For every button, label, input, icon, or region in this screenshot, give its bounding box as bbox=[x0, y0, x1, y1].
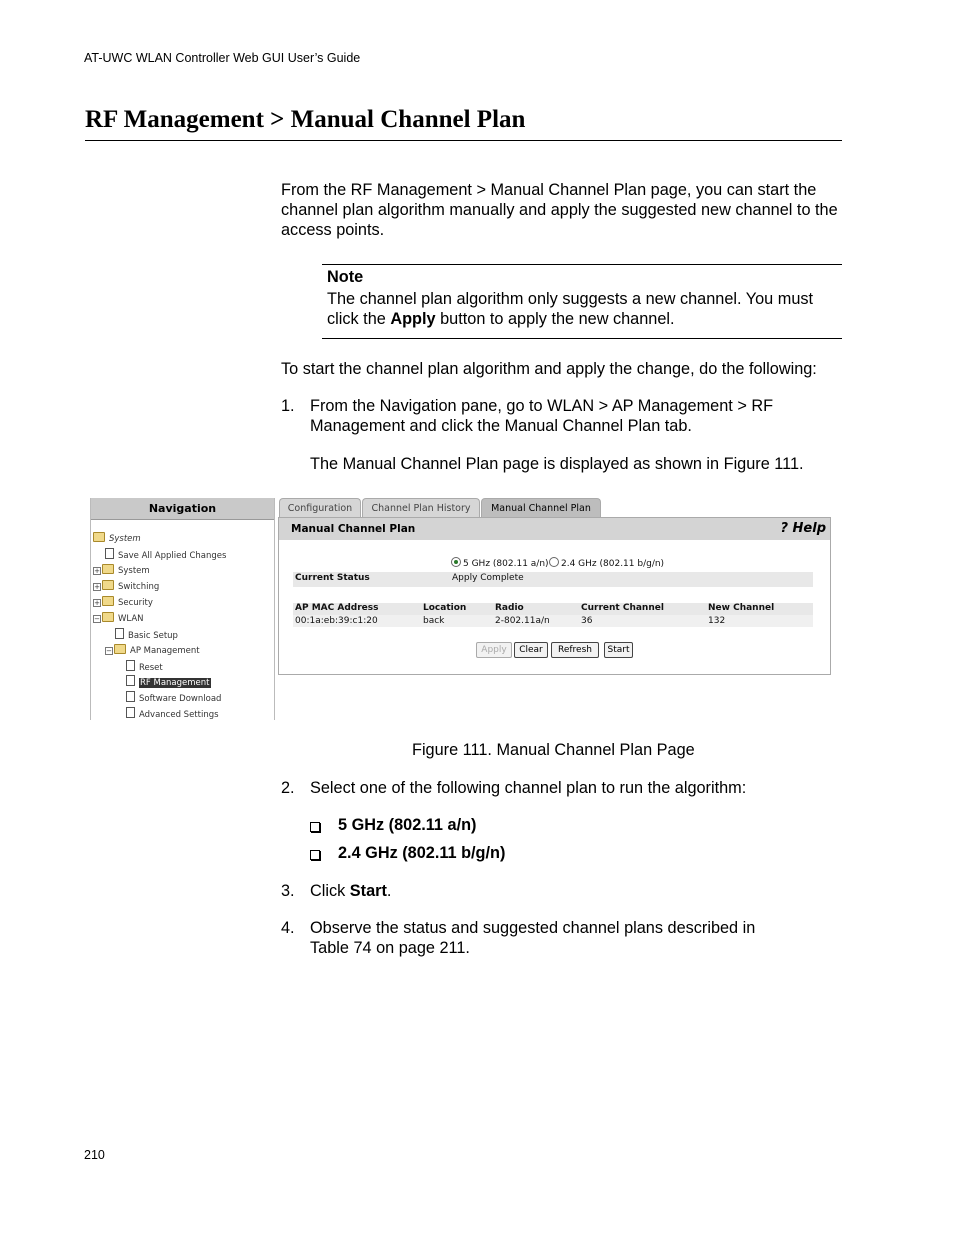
running-header: AT-UWC WLAN Controller Web GUI User’s Guide bbox=[84, 51, 361, 65]
panel-header bbox=[279, 518, 830, 540]
document-icon bbox=[126, 675, 135, 686]
folder-icon bbox=[102, 564, 114, 574]
tab-manual-channel-plan[interactable]: Manual Channel Plan bbox=[481, 498, 601, 518]
radio-selected-icon bbox=[451, 557, 461, 567]
nav-item-software-download[interactable]: Software Download bbox=[126, 691, 221, 705]
radio-24ghz[interactable]: 2.4 GHz (802.11 b/g/n) bbox=[549, 557, 664, 569]
step-number: 2. bbox=[281, 779, 295, 797]
cell-radio: 2-802.11a/n bbox=[495, 616, 550, 626]
title-rule bbox=[85, 140, 842, 141]
nav-item-root-system[interactable]: System bbox=[93, 532, 141, 545]
radio-unselected-icon bbox=[549, 557, 559, 567]
step-followup: The Manual Channel Plan page is displayed as shown in Figure 111. bbox=[310, 455, 804, 473]
nav-item-advanced-settings[interactable]: Advanced Settings bbox=[126, 707, 219, 721]
document-icon bbox=[105, 548, 114, 559]
col-new-channel: New Channel bbox=[708, 603, 775, 613]
start-button[interactable]: Start bbox=[604, 642, 633, 658]
step-number: 4. bbox=[281, 919, 295, 937]
folder-icon bbox=[93, 532, 105, 542]
lead-paragraph: To start the channel plan algorithm and apply the change, do the following: bbox=[281, 360, 817, 378]
cell-location: back bbox=[423, 616, 445, 626]
folder-icon bbox=[102, 596, 114, 606]
radio-5ghz[interactable]: 5 GHz (802.11 a/n) bbox=[451, 557, 549, 569]
help-link[interactable]: ? Help bbox=[780, 521, 826, 536]
nav-item-save-all[interactable]: Save All Applied Changes bbox=[105, 548, 226, 562]
col-location: Location bbox=[423, 603, 467, 613]
status-row bbox=[293, 572, 813, 587]
folder-open-icon bbox=[102, 612, 114, 622]
note-bold-apply: Apply bbox=[390, 310, 436, 328]
refresh-button[interactable]: Refresh bbox=[551, 642, 599, 658]
status-label: Current Status bbox=[295, 573, 370, 583]
checkbox-bullet-icon bbox=[310, 850, 320, 860]
minus-icon: − bbox=[106, 647, 112, 655]
cell-current-channel: 36 bbox=[581, 616, 593, 626]
checkbox-bullet-icon bbox=[310, 822, 320, 832]
step-number: 1. bbox=[281, 397, 295, 415]
nav-item-reset[interactable]: Reset bbox=[126, 660, 163, 674]
nav-item-basic-setup[interactable]: Basic Setup bbox=[115, 628, 178, 642]
page-number: 210 bbox=[84, 1148, 105, 1162]
plus-icon: + bbox=[94, 567, 100, 575]
step-bold-start: Start bbox=[349, 882, 387, 900]
nav-item-switching[interactable]: + Switching bbox=[94, 582, 160, 592]
tab-channel-plan-history[interactable]: Channel Plan History bbox=[362, 498, 480, 518]
step-text: From the Navigation pane, go to WLAN > AP Management > RF Management and click the Manual Channel Plan tab. bbox=[310, 397, 774, 435]
col-current-channel: Current Channel bbox=[581, 603, 664, 613]
folder-icon bbox=[102, 580, 114, 590]
plus-icon: + bbox=[94, 583, 100, 591]
step-number: 3. bbox=[281, 882, 295, 900]
folder-open-icon bbox=[114, 644, 126, 654]
document-icon bbox=[126, 691, 135, 702]
step-text: Select one of the following channel plan to run the algorithm: bbox=[310, 779, 747, 797]
note-bottom-rule bbox=[322, 338, 842, 339]
document-icon bbox=[126, 707, 135, 718]
cell-new-channel: 132 bbox=[708, 616, 726, 626]
plus-icon: + bbox=[94, 599, 100, 607]
document-icon bbox=[115, 628, 124, 639]
minus-icon: − bbox=[94, 615, 100, 623]
step-text: Click Start. bbox=[310, 882, 392, 900]
note-label: Note bbox=[327, 268, 364, 286]
clear-button[interactable]: Clear bbox=[514, 642, 548, 658]
intro-paragraph: From the RF Management > Manual Channel Plan page, you can start the channel plan algorithm manually and apply the suggested new channel to the access points. bbox=[281, 181, 838, 239]
tab-configuration[interactable]: Configuration bbox=[279, 498, 361, 518]
cell-ap-mac: 00:1a:eb:39:c1:20 bbox=[295, 616, 378, 626]
col-ap-mac: AP MAC Address bbox=[295, 603, 379, 613]
panel-title: Manual Channel Plan bbox=[291, 523, 416, 535]
bullet-5ghz: 5 GHz (802.11 a/n) bbox=[338, 816, 477, 834]
step-text: Observe the status and suggested channel plans described in Table 74 on page 211. bbox=[310, 919, 756, 957]
status-value: Apply Complete bbox=[452, 573, 524, 583]
col-radio: Radio bbox=[495, 603, 524, 613]
nav-item-wlan[interactable]: − WLAN bbox=[94, 614, 144, 624]
navigation-header: Navigation bbox=[91, 498, 274, 520]
page-title: RF Management > Manual Channel Plan bbox=[85, 106, 526, 133]
document-icon bbox=[126, 660, 135, 671]
nav-item-rf-management[interactable]: RF Management bbox=[126, 675, 211, 689]
nav-item-ap-management[interactable]: − AP Management bbox=[106, 646, 200, 656]
note-top-rule bbox=[322, 264, 842, 265]
note-text: The channel plan algorithm only suggests a new channel. You must click the Apply button to apply the new channel. bbox=[327, 290, 814, 328]
nav-item-system[interactable]: + System bbox=[94, 566, 150, 576]
figure-caption: Figure 111. Manual Channel Plan Page bbox=[412, 741, 695, 759]
bullet-24ghz: 2.4 GHz (802.11 b/g/n) bbox=[338, 844, 506, 862]
navigation-pane bbox=[90, 498, 275, 720]
nav-item-security[interactable]: + Security bbox=[94, 598, 153, 608]
apply-button[interactable]: Apply bbox=[476, 642, 512, 658]
